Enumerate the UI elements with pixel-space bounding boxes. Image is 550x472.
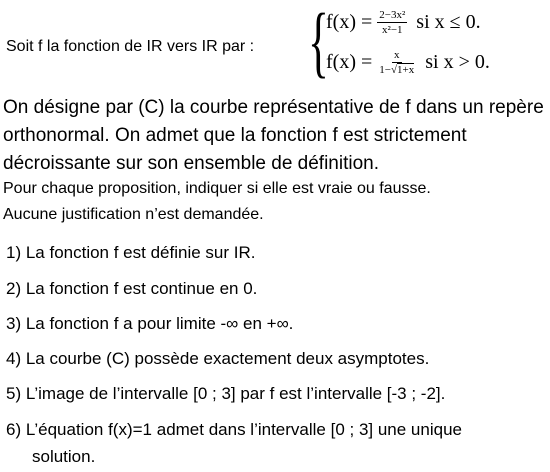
case-1-numerator: 2−3x² [379,9,406,21]
case-1-denominator: x²−1 [382,24,403,36]
instruction-line-1: Pour chaque proposition, indiquer si elle est vraie ou fausse. [3,180,431,197]
sqrt-sign: √ [390,64,398,76]
proposition-5: 5) L’image de l’intervalle [0 ; 3] par f est l’intervalle [-3 ; -2]. [6,384,446,403]
case-2-denominator-prefix: 1− [379,64,391,76]
case-2-fraction [377,48,416,77]
case-2-numerator: x [394,49,400,61]
paragraph-line-3: décroissante sur son ensemble de définition. [3,153,380,174]
proposition-2: 2) La fonction f est continue en 0. [6,279,258,298]
instruction-line-2: Aucune justification n’est demandée. [3,206,264,223]
case-2-lhs: f(x) = [326,51,373,73]
proposition-4: 4) La courbe (C) possède exactement deux asymptotes. [6,349,430,368]
proposition-1: 1) La fonction f est définie sur IR. [6,243,256,262]
case-2-denominator [377,63,416,77]
paragraph-line-2: orthonormal. On admet que la fonction f est strictement [3,125,467,146]
paragraph-line-1: On désigne par (C) la courbe représentative de f dans un repère [3,97,544,118]
sqrt-radicand: 1+x [397,64,415,76]
case-1-fraction [377,8,407,37]
piecewise-case-2 [326,48,490,77]
proposition-3: 3) La fonction f a pour limite -∞ en +∞. [6,314,294,333]
proposition-6: 6) L’équation f(x)=1 admet dans l’intervalle [0 ; 3] une unique [6,420,462,439]
left-brace: { [308,0,329,86]
case-2-condition: si x > 0. [425,51,490,73]
intro-text: Soit f la fonction de IR vers IR par : [6,38,255,55]
piecewise-case-1 [326,8,481,37]
proposition-6-continuation: solution. [32,447,96,466]
case-1-lhs: f(x) = [326,11,373,33]
case-1-condition: si x ≤ 0. [416,11,481,33]
